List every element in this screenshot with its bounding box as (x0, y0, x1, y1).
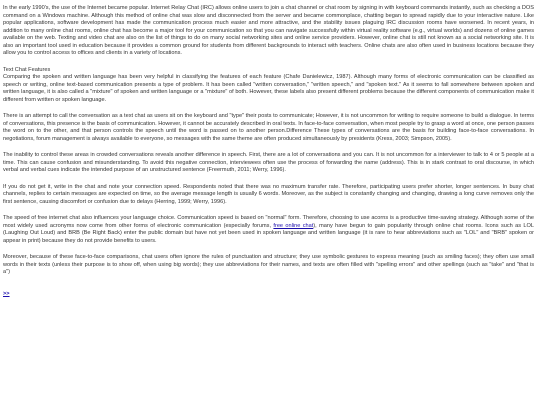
features-paragraph: Comparing the spoken and written language has been very helpful in classifying the features of each feature (Chafe Danielewicz, 1987). Although many forms of electronic communication can be classified as speech or writing, online text-based communication presents a type of problem. It has been called "written conversation," "written speech," and "spoken text." As it seems to fall somewhere between spoken and written language, it is also called a "mixture" of spoken and written language or a "mixture" of both. However, these labels also present different problems because the different components of communication make it different from written or spoken language. (3, 74, 534, 103)
acronyms-text-start: The speed of free internet chat also influences your language choice. Communication speed is based on "normal" form. Therefore, choosing to use acorns is a productive time-saving strategy. Although some of the most widely used acronyms now come from other forms of electronic communication (especially forums, (3, 215, 534, 229)
connection-speed-paragraph: If you do not get it, write in the chat and note your connection speed. Respondents noted that there was no maximum transfer rate. Therefore, participating users prefer shorter, longer sentences. In busy chat channels, replies to certain messages are expected on time, so the average message length is usually 6 words. Moreover, as the subject is constantly changing and changing, drawing a long curve removes only the first sentence, causing discomfort or confusion due to delays (Herring, 1999; Werry, 1996). (3, 183, 534, 205)
acronyms-text-end: ), many have begun to gain popularity through online chat rooms. Icons such as LOL (Laughing Out Loud) and BRB (Be Right Back) enter the public domain but have not yet been used in spoken language and written language (it is rare to hear abbreviations such as "LOL" and "BRB" spoken or appear in print) because they do not provide benefits to users. (3, 222, 534, 244)
punctuation-paragraph: Moreover, because of these face-to-face comparisons, chat users often ignore the rules of punctuation and structure; they use symbolic gestures to express meaning (such as smiling faces); they often use small words in their texts (unless their purpose is to show off, when using big words); they use abbreviations for their names, and texts are often filled with "spelling errors" and other spellings (such as "take" and "that is a") (3, 254, 534, 275)
conversation-paragraph: There is an attempt to call the conversation as a text chat as users sit on the keyboard and "type" their posts to communicate; However, it is not uncommon for writing to require someone to build a dialogue. In terms of conversations, this presence is the basis of communication. However, it cannot be accurately described in oral texts. In face-to-face conversation, when most people try to grasp a word at once, one person passes the word on to the other, and that person controls the speech until the word is passed on to another person.Difference These types of conversations are the basis for building face-to-face conversations. In negotiations, forum management is always available to everyone, so messages with the same theme are often produced simultaneously by presidents (Kress, 2003; Simpson, 2005). (3, 113, 534, 142)
section-heading: Text Chat Features (3, 66, 51, 73)
crowded-conversation-paragraph: The inability to control these areas in crowded conversations reveals another difference in speech. First, there are a lot of conversations and you can. It is not uncommon for a interviewer to talk to 4 or 5 people at a time. This can cause confusion and misunderstanding. To avoid this negative connection, interviewees often use the process of forwarding the name (address). This is in stark contrast to oral discourse, in which verbal and verbal cues indicate the intended purpose of an unstructured sentence (Freermuth, 2011; Werry, 1996). (3, 152, 534, 173)
intro-paragraph: In the early 1990's, the use of the Internet became popular. Internet Relay Chat (IRC) allows online users to join a chat channel or chat room by signing in with keyboard commands instantly, such as checking a DOS command on a Windows machine. Although this method of online chat was slow and disconnected from the server and became commonplace, chatting began to spread rapidly due to your interactive nature. Like popular applications, software development has made the communication process much easier and more attractive, and the stability issues plaguing IRC discussion rooms have worsened. In recent years, in addition to many online chat rooms, online chat has become a major tool for your communication so that you can navigate successfully within virtual reality software (e.g., virtual worlds) and dozens of online games available on the web. Texting and video chat are also on the list of things to do on many social networking sites and online service providers. However, online chat is still not known as a social networking site. It is also an important tool used in education because it provides a common ground for students from different backgrounds to interact with teachers. Online chats are also often used in business locations because they allow you to control access to offices and clients in a variety of locations. (3, 5, 534, 56)
text-chat-features-section (3, 67, 534, 105)
next-page-link[interactable]: >> (3, 290, 10, 297)
acronyms-paragraph (3, 215, 534, 245)
free-online-chat-link[interactable]: free online chat (273, 222, 314, 229)
